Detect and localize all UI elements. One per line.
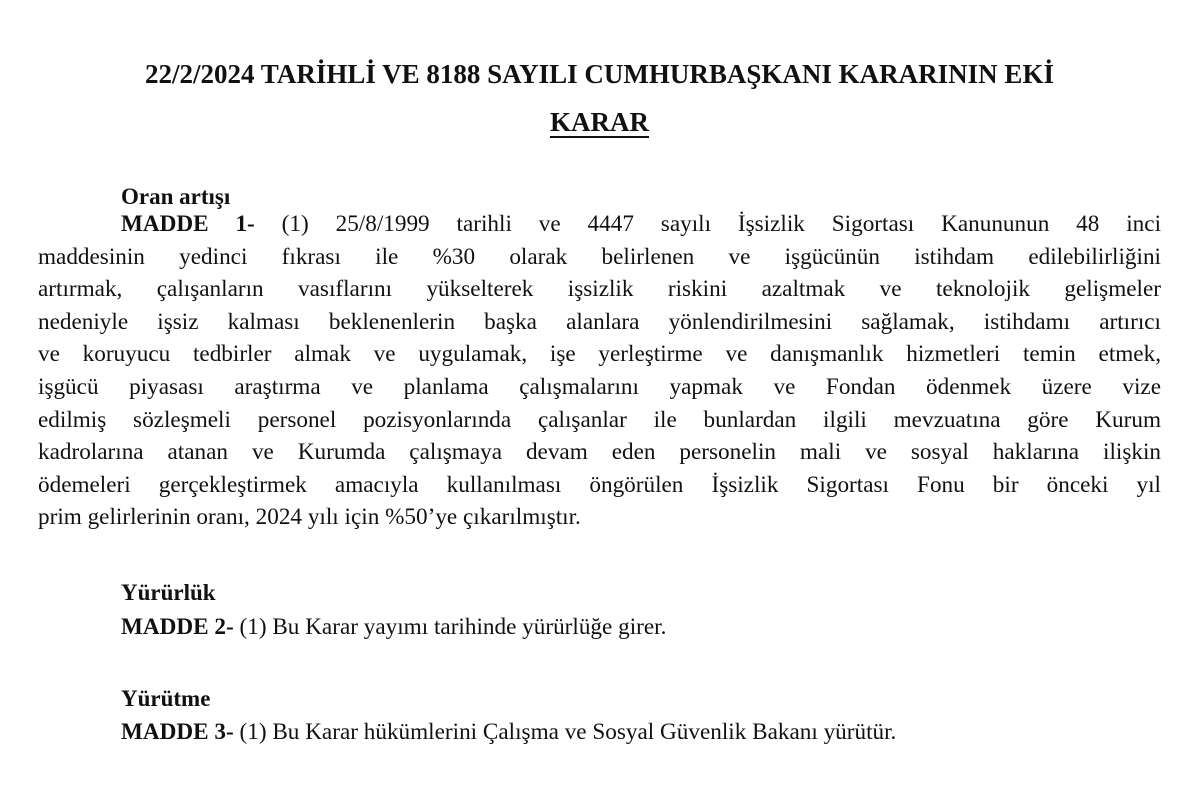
article-1-line: artırmak, çalışanların vasıflarını yükselterek işsizlik riskini azaltmak ve teknolojik gelişmeler [38, 276, 1161, 303]
article-1-line: edilmiş sözleşmeli personel pozisyonlarında çalışanlar ile bunlardan ilgili mevzuatına göre Kurum [38, 406, 1161, 433]
article-1-line: maddesinin yedinci fıkrası ile %30 olarak belirlenen ve işgücünün istihdam edilebilirliğini [38, 243, 1161, 270]
article-1-line: ve koruyucu tedbirler almak ve uygulamak, işe yerleştirme ve danışmanlık hizmetleri temin etmek, [38, 341, 1161, 368]
article-1-label: MADDE 1- [121, 211, 255, 237]
article-3-body [121, 718, 896, 746]
article-1-line-text: (1) 25/8/1999 tarihli ve 4447 sayılı İşsizlik Sigortası Kanununun 48 inci [254, 211, 1162, 237]
article-3-heading: Yürütme [121, 686, 211, 711]
article-1-line: nedeniyle işsiz kalması beklenenlerin başka alanlara yönlendirilmesini sağlamak, istihdamı artırıcı [38, 308, 1161, 335]
document-title: 22/2/2024 TARİHLİ VE 8188 SAYILI CUMHURBAŞKANI KARARININ EKİ [145, 59, 1054, 89]
article-1-line: prim gelirlerinin oranı, 2024 yılı için %50’ye çıkarılmıştır. [38, 504, 581, 531]
article-1-line: işgücü piyasası araştırma ve planlama çalışmalarını yapmak ve Fondan ödenmek üzere vize [38, 373, 1161, 400]
article-3-label: MADDE 3- [121, 719, 234, 745]
article-1-line: kadrolarına atanan ve Kurumda çalışmaya devam eden personelin mali ve sosyal haklarına ilişkin [38, 439, 1161, 466]
article-1-line: ödemeleri gerçekleştirmek amacıyla kullanılması öngörülen İşsizlik Sigortası Fonu bir önceki yıl [38, 471, 1161, 498]
article-1-heading: Oran artışı [121, 184, 231, 209]
article-1-body [38, 208, 1161, 534]
article-2-text: (1) Bu Karar yayımı tarihinde yürürlüğe girer. [233, 614, 667, 640]
article-1-line [38, 208, 1161, 241]
article-3-text: (1) Bu Karar hükümlerini Çalışma ve Sosyal Güvenlik Bakanı yürütür. [233, 719, 897, 745]
article-2-heading: Yürürlük [121, 580, 216, 605]
article-2-label: MADDE 2- [121, 614, 234, 640]
document-subtitle: KARAR [550, 107, 649, 137]
article-2-body [121, 613, 666, 641]
